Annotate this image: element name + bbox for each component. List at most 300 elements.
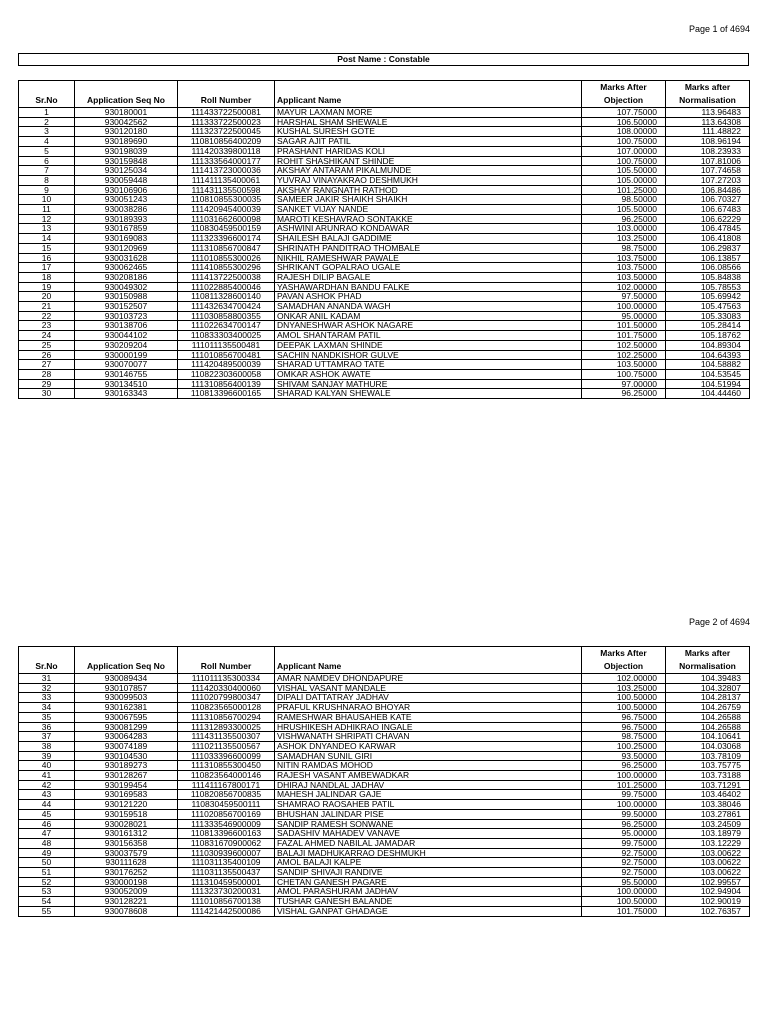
applicant-name-cell: AKSHAY ANTARAM PIKALMUNDE — [275, 166, 582, 176]
application-seq-cell: 930121220 — [75, 800, 178, 810]
marks-objection-cell: 93.50000 — [582, 751, 666, 761]
applicant-name-cell: CHETAN GANESH PAGARE — [275, 877, 582, 887]
marks-objection-cell: 100.00000 — [582, 302, 666, 312]
table-row — [19, 389, 750, 399]
applicant-name-cell: AKSHAY RANGNATH RATHOD — [275, 185, 582, 195]
sr-no-cell: 12 — [19, 214, 75, 224]
applicant-name-cell: RAJESH DILIP BAGALE — [275, 272, 582, 282]
roll-number-cell: 111010856700481 — [178, 350, 275, 360]
sr-no-cell: 42 — [19, 780, 75, 790]
table-row — [19, 683, 750, 693]
marks-objection-cell: 102.00000 — [582, 674, 666, 684]
marks-normalisation-cell: 106.47845 — [666, 224, 750, 234]
applicant-name-cell: SACHIN NANDKISHOR GULVE — [275, 350, 582, 360]
roll-number-cell: 110822303600058 — [178, 369, 275, 379]
application-seq-cell: 930042562 — [75, 117, 178, 127]
col-header-marks-after-objection: Marks After Objection — [582, 647, 666, 674]
applicant-name-cell: ROHIT SHASHIKANT SHINDE — [275, 156, 582, 166]
table-row — [19, 868, 750, 878]
table-row — [19, 137, 750, 147]
results-table — [18, 646, 750, 917]
marks-objection-cell: 97.50000 — [582, 292, 666, 302]
page-number-label: Page 2 of 4694 — [688, 617, 750, 627]
applicant-name-cell: BALAJI MADHUKARRAO DESHMUKH — [275, 848, 582, 858]
table-row — [19, 780, 750, 790]
application-seq-cell: 930081299 — [75, 722, 178, 732]
marks-normalisation-cell: 104.10641 — [666, 732, 750, 742]
marks-normalisation-cell: 113.64308 — [666, 117, 750, 127]
table-row — [19, 790, 750, 800]
table-row — [19, 272, 750, 282]
application-seq-cell: 930099503 — [75, 693, 178, 703]
applicant-name-cell: BHUSHAN JALINDAR PISE — [275, 809, 582, 819]
table-row — [19, 809, 750, 819]
marks-objection-cell: 100.75000 — [582, 369, 666, 379]
marks-normalisation-cell: 103.27861 — [666, 809, 750, 819]
marks-objection-cell: 103.75000 — [582, 253, 666, 263]
applicant-name-cell: SHAMRAO RAOSAHEB PATIL — [275, 800, 582, 810]
marks-normalisation-cell: 104.32807 — [666, 683, 750, 693]
applicant-name-cell: SHIVAM SANJAY MATHURE — [275, 379, 582, 389]
marks-objection-cell: 105.50000 — [582, 205, 666, 215]
sr-no-cell: 8 — [19, 175, 75, 185]
application-seq-cell: 930128221 — [75, 897, 178, 907]
roll-number-cell: 111333546900009 — [178, 819, 275, 829]
applicant-name-cell: VISHWANATH SHRIPATI CHAVAN — [275, 732, 582, 742]
roll-number-cell: 111410855300296 — [178, 263, 275, 273]
sr-no-cell: 46 — [19, 819, 75, 829]
marks-objection-cell: 107.00000 — [582, 146, 666, 156]
marks-normalisation-cell: 104.03068 — [666, 741, 750, 751]
application-seq-cell: 930125034 — [75, 166, 178, 176]
col-header-marks-after-normalisation: Marks after Normalisation — [666, 81, 750, 108]
applicant-name-cell: SAGAR AJIT PATIL — [275, 137, 582, 147]
page-number-label: Page 1 of 4694 — [688, 24, 750, 34]
application-seq-cell: 930150988 — [75, 292, 178, 302]
applicant-name-cell: RAJESH VASANT AMBEWADKAR — [275, 771, 582, 781]
marks-normalisation-cell: 108.23933 — [666, 146, 750, 156]
roll-number-cell: 111031662600098 — [178, 214, 275, 224]
sr-no-cell: 11 — [19, 205, 75, 215]
marks-normalisation-cell: 104.26588 — [666, 712, 750, 722]
marks-objection-cell: 99.75000 — [582, 838, 666, 848]
marks-normalisation-cell: 104.44460 — [666, 389, 750, 399]
applicant-name-cell: SADASHIV MAHADEV VANAVE — [275, 829, 582, 839]
marks-normalisation-cell: 103.73188 — [666, 771, 750, 781]
application-seq-cell: 930000198 — [75, 877, 178, 887]
table-row — [19, 674, 750, 684]
application-seq-cell: 930064283 — [75, 732, 178, 742]
sr-no-cell: 30 — [19, 389, 75, 399]
marks-normalisation-cell: 105.18762 — [666, 331, 750, 341]
marks-normalisation-cell: 107.74658 — [666, 166, 750, 176]
marks-objection-cell: 92.75000 — [582, 858, 666, 868]
sr-no-cell: 34 — [19, 703, 75, 713]
marks-objection-cell: 105.00000 — [582, 175, 666, 185]
application-seq-cell: 930161312 — [75, 829, 178, 839]
roll-number-cell: 110831670900062 — [178, 838, 275, 848]
marks-objection-cell: 105.50000 — [582, 166, 666, 176]
table-row — [19, 848, 750, 858]
sr-no-cell: 39 — [19, 751, 75, 761]
marks-normalisation-cell: 107.27203 — [666, 175, 750, 185]
roll-number-cell: 111011135500481 — [178, 340, 275, 350]
marks-normalisation-cell: 103.18979 — [666, 829, 750, 839]
marks-normalisation-cell: 104.39483 — [666, 674, 750, 684]
roll-number-cell: 110830459500159 — [178, 224, 275, 234]
marks-normalisation-cell: 105.28414 — [666, 321, 750, 331]
marks-normalisation-cell: 102.90019 — [666, 897, 750, 907]
sr-no-cell: 1 — [19, 108, 75, 118]
application-seq-cell: 930051243 — [75, 195, 178, 205]
applicant-name-cell: SHAILESH BALAJI GADDIME — [275, 234, 582, 244]
applicant-name-cell: AMOL BALAJI KALPE — [275, 858, 582, 868]
sr-no-cell: 22 — [19, 311, 75, 321]
roll-number-cell: 111323730200031 — [178, 887, 275, 897]
application-seq-cell: 930120969 — [75, 243, 178, 253]
application-seq-cell: 930189393 — [75, 214, 178, 224]
table-row — [19, 819, 750, 829]
table-row — [19, 282, 750, 292]
applicant-name-cell: SHARAD KALYAN SHEWALE — [275, 389, 582, 399]
sr-no-cell: 15 — [19, 243, 75, 253]
roll-number-cell: 111031135500437 — [178, 868, 275, 878]
marks-objection-cell: 92.75000 — [582, 868, 666, 878]
applicant-name-cell: FAZAL AHMED NABILAL JAMADAR — [275, 838, 582, 848]
sr-no-cell: 6 — [19, 156, 75, 166]
applicant-name-cell: MAHESH JALINDAR GAJE — [275, 790, 582, 800]
marks-normalisation-cell: 104.26588 — [666, 722, 750, 732]
col-header-roll-number: Roll Number — [178, 81, 275, 108]
roll-number-cell: 111333564000177 — [178, 156, 275, 166]
applicant-name-cell: VISHAL VASANT MANDALE — [275, 683, 582, 693]
roll-number-cell: 111310855300450 — [178, 761, 275, 771]
roll-number-cell: 111020799800347 — [178, 693, 275, 703]
marks-objection-cell: 102.00000 — [582, 282, 666, 292]
marks-normalisation-cell: 104.51994 — [666, 379, 750, 389]
col-header-marks-after-normalisation: Marks after Normalisation — [666, 647, 750, 674]
roll-number-cell: 111421442500086 — [178, 906, 275, 916]
col-header-application-seq: Application Seq No — [75, 81, 178, 108]
application-seq-cell: 930104530 — [75, 751, 178, 761]
application-seq-cell: 930067595 — [75, 712, 178, 722]
marks-normalisation-cell: 106.13857 — [666, 253, 750, 263]
marks-objection-cell: 100.25000 — [582, 741, 666, 751]
marks-normalisation-cell: 103.75775 — [666, 761, 750, 771]
table-row — [19, 166, 750, 176]
application-seq-cell: 930037579 — [75, 848, 178, 858]
roll-number-cell: 111420339800118 — [178, 146, 275, 156]
table-row — [19, 117, 750, 127]
application-seq-cell: 930162381 — [75, 703, 178, 713]
col-header-applicant-name: Applicant Name — [275, 81, 582, 108]
roll-number-cell: 110823565000128 — [178, 703, 275, 713]
col-header-applicant-name: Applicant Name — [275, 647, 582, 674]
marks-objection-cell: 95.00000 — [582, 829, 666, 839]
marks-normalisation-cell: 113.96483 — [666, 108, 750, 118]
sr-no-cell: 28 — [19, 369, 75, 379]
table-row — [19, 858, 750, 868]
marks-normalisation-cell: 105.47563 — [666, 302, 750, 312]
applicant-name-cell: ASHOK DNYANDEO KARWAR — [275, 741, 582, 751]
roll-number-cell: 111323396600174 — [178, 234, 275, 244]
applicant-name-cell: PRASHANT HARIDAS KOLI — [275, 146, 582, 156]
marks-objection-cell: 103.25000 — [582, 234, 666, 244]
application-seq-cell: 930199454 — [75, 780, 178, 790]
marks-objection-cell: 103.50000 — [582, 360, 666, 370]
applicant-name-cell: AMAR NAMDEV DHONDAPURE — [275, 674, 582, 684]
sr-no-cell: 10 — [19, 195, 75, 205]
marks-objection-cell: 97.00000 — [582, 379, 666, 389]
applicant-name-cell: SANDIP SHIVAJI RANDIVE — [275, 868, 582, 878]
sr-no-cell: 19 — [19, 282, 75, 292]
table-row — [19, 829, 750, 839]
table-row — [19, 224, 750, 234]
table-row — [19, 771, 750, 781]
sr-no-cell: 24 — [19, 331, 75, 341]
sr-no-cell: 29 — [19, 379, 75, 389]
marks-objection-cell: 96.75000 — [582, 722, 666, 732]
application-seq-cell: 930128267 — [75, 771, 178, 781]
application-seq-cell: 930146755 — [75, 369, 178, 379]
sr-no-cell: 43 — [19, 790, 75, 800]
table-row — [19, 350, 750, 360]
roll-number-cell: 111030858800355 — [178, 311, 275, 321]
table-row — [19, 205, 750, 215]
application-seq-cell: 930138706 — [75, 321, 178, 331]
applicant-name-cell: ASHWINI ARUNRAO KONDAWAR — [275, 224, 582, 234]
applicant-name-cell: MAROTI KESHAVRAO SONTAKKE — [275, 214, 582, 224]
table-row — [19, 712, 750, 722]
marks-objection-cell: 96.75000 — [582, 712, 666, 722]
marks-normalisation-cell: 105.84838 — [666, 272, 750, 282]
sr-no-cell: 55 — [19, 906, 75, 916]
application-seq-cell: 930169083 — [75, 234, 178, 244]
table-row — [19, 761, 750, 771]
applicant-name-cell: ONKAR ANIL KADAM — [275, 311, 582, 321]
table-row — [19, 838, 750, 848]
roll-number-cell: 111022885400046 — [178, 282, 275, 292]
table-row — [19, 732, 750, 742]
marks-objection-cell: 92.75000 — [582, 848, 666, 858]
roll-number-cell: 111010855300026 — [178, 253, 275, 263]
applicant-name-cell: YUVRAJ VINAYAKRAO DESHMUKH — [275, 175, 582, 185]
marks-objection-cell: 98.75000 — [582, 243, 666, 253]
roll-number-cell: 111420330400060 — [178, 683, 275, 693]
sr-no-cell: 38 — [19, 741, 75, 751]
sr-no-cell: 2 — [19, 117, 75, 127]
marks-objection-cell: 96.25000 — [582, 819, 666, 829]
marks-objection-cell: 103.75000 — [582, 263, 666, 273]
marks-normalisation-cell: 108.96194 — [666, 137, 750, 147]
marks-objection-cell: 100.75000 — [582, 137, 666, 147]
applicant-name-cell: VISHAL GANPAT GHADAGE — [275, 906, 582, 916]
applicant-name-cell: YASHAWARDHAN BANDU FALKE — [275, 282, 582, 292]
marks-objection-cell: 101.75000 — [582, 331, 666, 341]
marks-normalisation-cell: 106.41808 — [666, 234, 750, 244]
sr-no-cell: 9 — [19, 185, 75, 195]
application-seq-cell: 930120180 — [75, 127, 178, 137]
col-header-sr-no: Sr.No — [19, 647, 75, 674]
sr-no-cell: 13 — [19, 224, 75, 234]
table-row — [19, 195, 750, 205]
sr-no-cell: 36 — [19, 722, 75, 732]
marks-objection-cell: 101.25000 — [582, 185, 666, 195]
marks-objection-cell: 96.25000 — [582, 389, 666, 399]
col-header-sr-no: Sr.No — [19, 81, 75, 108]
col-header-application-seq: Application Seq No — [75, 647, 178, 674]
marks-objection-cell: 103.00000 — [582, 224, 666, 234]
application-seq-cell: 930208186 — [75, 272, 178, 282]
marks-normalisation-cell: 104.26759 — [666, 703, 750, 713]
marks-objection-cell: 100.50000 — [582, 693, 666, 703]
roll-number-cell: 110813396600163 — [178, 829, 275, 839]
table-row — [19, 360, 750, 370]
roll-number-cell: 110810855300035 — [178, 195, 275, 205]
marks-normalisation-cell: 106.08566 — [666, 263, 750, 273]
marks-objection-cell: 102.25000 — [582, 350, 666, 360]
application-seq-cell: 930159518 — [75, 809, 178, 819]
marks-normalisation-cell: 104.28137 — [666, 693, 750, 703]
sr-no-cell: 50 — [19, 858, 75, 868]
roll-number-cell: 111413722500038 — [178, 272, 275, 282]
table-body — [19, 108, 750, 399]
roll-number-cell: 111020856700169 — [178, 809, 275, 819]
marks-normalisation-cell: 103.78109 — [666, 751, 750, 761]
marks-objection-cell: 101.50000 — [582, 321, 666, 331]
applicant-name-cell: MAYUR LAXMAN MORE — [275, 108, 582, 118]
applicant-name-cell: SHRINATH PANDITRAO THOMBALE — [275, 243, 582, 253]
sr-no-cell: 48 — [19, 838, 75, 848]
marks-normalisation-cell: 105.69942 — [666, 292, 750, 302]
roll-number-cell: 111433722500081 — [178, 108, 275, 118]
marks-normalisation-cell: 105.33083 — [666, 311, 750, 321]
roll-number-cell: 111420489500039 — [178, 360, 275, 370]
marks-objection-cell: 100.50000 — [582, 897, 666, 907]
marks-normalisation-cell: 106.70327 — [666, 195, 750, 205]
applicant-name-cell: DHIRAJ NANDLAL JADHAV — [275, 780, 582, 790]
roll-number-cell: 111310856700847 — [178, 243, 275, 253]
table-row — [19, 311, 750, 321]
application-seq-cell: 930059448 — [75, 175, 178, 185]
roll-number-cell: 111030939600007 — [178, 848, 275, 858]
sr-no-cell: 35 — [19, 712, 75, 722]
sr-no-cell: 32 — [19, 683, 75, 693]
roll-number-cell: 110813396600165 — [178, 389, 275, 399]
table-row — [19, 185, 750, 195]
sr-no-cell: 26 — [19, 350, 75, 360]
application-seq-cell: 930078608 — [75, 906, 178, 916]
roll-number-cell: 111411135400061 — [178, 175, 275, 185]
sr-no-cell: 23 — [19, 321, 75, 331]
application-seq-cell: 930189690 — [75, 137, 178, 147]
marks-normalisation-cell: 105.78553 — [666, 282, 750, 292]
sr-no-cell: 4 — [19, 137, 75, 147]
roll-number-cell: 110830459500111 — [178, 800, 275, 810]
marks-objection-cell: 103.50000 — [582, 272, 666, 282]
table-row — [19, 877, 750, 887]
roll-number-cell: 111431135500598 — [178, 185, 275, 195]
marks-objection-cell: 101.25000 — [582, 780, 666, 790]
application-seq-cell: 930180001 — [75, 108, 178, 118]
application-seq-cell: 930062465 — [75, 263, 178, 273]
applicant-name-cell: SANKET VIJAY NANDE — [275, 205, 582, 215]
sr-no-cell: 37 — [19, 732, 75, 742]
applicant-name-cell: SANDIP RAMESH SONWANE — [275, 819, 582, 829]
roll-number-cell: 111011135300334 — [178, 674, 275, 684]
application-seq-cell: 930167859 — [75, 224, 178, 234]
application-seq-cell: 930074189 — [75, 741, 178, 751]
marks-objection-cell: 107.75000 — [582, 108, 666, 118]
marks-normalisation-cell: 107.81006 — [666, 156, 750, 166]
sr-no-cell: 27 — [19, 360, 75, 370]
application-seq-cell: 930089434 — [75, 674, 178, 684]
marks-normalisation-cell: 106.84486 — [666, 185, 750, 195]
marks-normalisation-cell: 102.94904 — [666, 887, 750, 897]
marks-normalisation-cell: 106.62229 — [666, 214, 750, 224]
application-seq-cell: 930176252 — [75, 868, 178, 878]
table-row — [19, 243, 750, 253]
marks-objection-cell: 103.25000 — [582, 683, 666, 693]
roll-number-cell: 111031135400109 — [178, 858, 275, 868]
marks-objection-cell: 102.50000 — [582, 340, 666, 350]
applicant-name-cell: NITIN RAMDAS MOHOD — [275, 761, 582, 771]
sr-no-cell: 49 — [19, 848, 75, 858]
marks-objection-cell: 100.00000 — [582, 800, 666, 810]
marks-normalisation-cell: 103.00622 — [666, 868, 750, 878]
sr-no-cell: 16 — [19, 253, 75, 263]
marks-objection-cell: 100.75000 — [582, 156, 666, 166]
applicant-name-cell: NIKHIL RAMESHWAR PAWALE — [275, 253, 582, 263]
applicant-name-cell: RAMESHWAR BHAUSAHEB KATE — [275, 712, 582, 722]
marks-objection-cell: 95.00000 — [582, 311, 666, 321]
application-seq-cell: 930163343 — [75, 389, 178, 399]
applicant-name-cell: PAVAN ASHOK PHAD — [275, 292, 582, 302]
marks-objection-cell: 96.25000 — [582, 761, 666, 771]
application-seq-cell: 930049302 — [75, 282, 178, 292]
roll-number-cell: 111431135500307 — [178, 732, 275, 742]
marks-objection-cell: 106.50000 — [582, 117, 666, 127]
roll-number-cell: 111310459500001 — [178, 877, 275, 887]
table-row — [19, 703, 750, 713]
application-seq-cell: 930106906 — [75, 185, 178, 195]
table-row — [19, 302, 750, 312]
application-seq-cell: 930159848 — [75, 156, 178, 166]
sr-no-cell: 25 — [19, 340, 75, 350]
marks-normalisation-cell: 104.89304 — [666, 340, 750, 350]
col-header-marks-after-objection: Marks After Objection — [582, 81, 666, 108]
roll-number-cell: 111033396600099 — [178, 751, 275, 761]
sr-no-cell: 45 — [19, 809, 75, 819]
table-row — [19, 263, 750, 273]
roll-number-cell: 110811328600140 — [178, 292, 275, 302]
marks-objection-cell: 98.75000 — [582, 732, 666, 742]
marks-normalisation-cell: 103.46402 — [666, 790, 750, 800]
marks-objection-cell: 96.25000 — [582, 214, 666, 224]
application-seq-cell: 930000199 — [75, 350, 178, 360]
marks-objection-cell: 100.00000 — [582, 887, 666, 897]
sr-no-cell: 18 — [19, 272, 75, 282]
application-seq-cell: 930038286 — [75, 205, 178, 215]
application-seq-cell: 930028021 — [75, 819, 178, 829]
table-row — [19, 321, 750, 331]
table-row — [19, 906, 750, 916]
sr-no-cell: 14 — [19, 234, 75, 244]
roll-number-cell: 111323722500045 — [178, 127, 275, 137]
roll-number-cell: 110833303400025 — [178, 331, 275, 341]
application-seq-cell: 930156358 — [75, 838, 178, 848]
table-row — [19, 253, 750, 263]
